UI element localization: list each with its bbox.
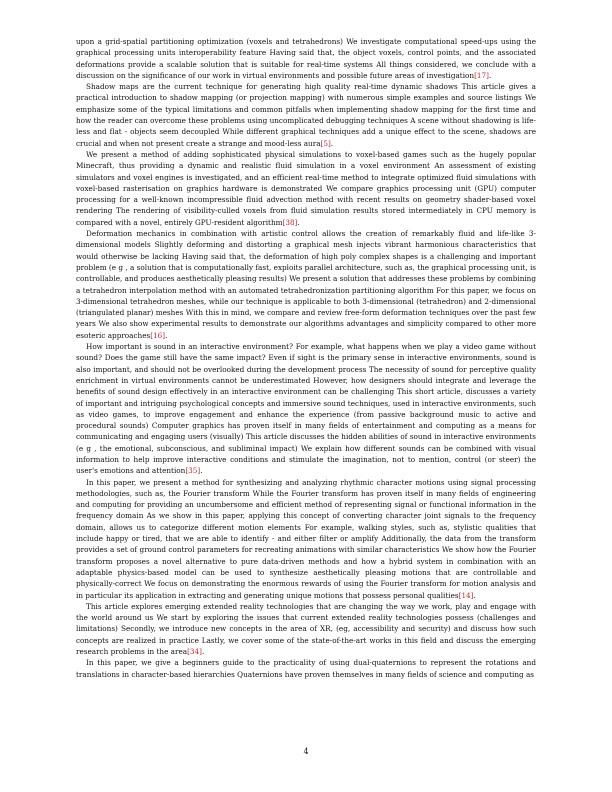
citation-link[interactable]: [5]: [320, 138, 331, 148]
citation-link[interactable]: [16]: [150, 330, 166, 340]
paragraph: In this paper, we present a method for synthesizing and analyzing rhythmic character motions using signal processing methodologies, such as, the Fourier transform While the Fourier transform has proven itself in many fields of engineering and computing for providing an uncumbersome and efficient method of representing signal or functional information in the frequency domain As we show in this paper, applying this concept of converting character joint signals to the frequency domain, allows us to categorize different motion elements For example, walking styles, such as, stylistic qualities that include happy or tired, that we are able to identify - and either filter or amplify Additionally, the data from the transform provides a set of ground control parameters for recreating animations with similar characteristics We show how the Fourier transform proposes a novel alternative to pure data-driven methods and how a hybrid system in combination with an adaptable physics-based model can be used to synthesize aesthetically pleasing motions that are controllable and physically-correct We focus on demonstrating the enormous rewards of using the Fourier transform for motion analysis and in particular its application in extracting and generating unique motions that possess personal qualities[14].: [76, 477, 536, 600]
paragraph-continued: upon a grid-spatial partitioning optimization (voxels and tetrahedrons) We investigate computational speed-ups using the graphical processing units interoperability feature Having said that, the object voxels, control points, and the associated deformations provide a scalable solution that is suitable for real-time systems All things considered, we conclude with a discussion on the significance of our work in virtual environments and possible future areas of investigation[17].: [76, 37, 536, 80]
paragraph: How important is sound in an interactive environment? For example, what happens when we play a video game without sound? Does the game still have the same impact? Even if sight is the primary sense in interactive environments, sound is also important, and should not be overlooked during the development process The necessity of sound for perceptive quality enrichment in virtual environments cannot be underestimated However, how designers should integrate and leverage the benefits of sound design effectively in an interactive environment can be challenging This short article, discusses a variety of important and intriguing psychological concepts and immersive sound techniques, used in interactive environments, such as video games, to improve engagement and enhance the experience (from passive background music to active and procedural sounds) Computer graphics has proven itself in many fields of entertainment and computing as a means for communicating and engaging users (visually) This article discusses the hidden abilities of sound in interactive environments (e g , the emotional, subconscious, and subliminal impact) We explain how different sounds can be combined with visual information to help improve interactive conditions and stimulate the imagination, not to mention, control (or steer) the user's emotions and attention[35].: [76, 342, 536, 476]
page-number: 4: [303, 747, 309, 756]
citation-link[interactable]: [34]: [187, 647, 202, 657]
paragraph-text: In this paper, we present a method for synthesizing and analyzing rhythmic character motions using signal processing methodologies, such as, the Fourier transform While the Fourier transform has proven itself in many fields of engineering and computing for providing an uncumbersome and efficient method of representing signal or functional information in the frequency domain As we show in this paper, applying this concept of converting character joint signals to the frequency domain, allows us to categorize different motion elements For example, walking styles, such as, stylistic qualities that include happy or tired, that we are able to identify - and either filter or amplify Additionally, the data from the transform provides a set of ground control parameters for recreating animations with similar characteristics We show how the Fourier transform proposes a novel alternative to pure data-driven methods and how a hybrid system in combination with an adaptable physics-based model can be used to synthesize aesthetically pleasing motions that are controllable and physically-correct We focus on demonstrating the enormous rewards of using the Fourier transform for motion analysis and in particular its application in extracting and generating unique motions that possess personal qualities: [76, 477, 536, 600]
paper-body: [76, 36, 536, 680]
paragraph: Shadow maps are the current technique for generating high quality real-time dynamic shadows This article gives a practical introduction to shadow mapping (or projection mapping) with numerous simple examples and source listings We emphasize some of the typical limitations and common pitfalls when implementing shadow mapping for the first time and how the reader can overcome these problems using uncomplicated debugging techniques A scene without shadowing is life-less and flat - objects seem decoupled While different graphical techniques add a unique effect to the scene, shadows are crucial and when not present create a strange and mood-less aura[5].: [76, 82, 536, 148]
citation-link[interactable]: [35]: [185, 466, 201, 476]
paragraph-text: In this paper, we give a beginners guide to the practicality of using dual-quaternions to represent the rotations and translations in character-based hierarchies Quaternions have proven themselves in many fields of science and computing as: [76, 658, 536, 679]
paragraph-text: Shadow maps are the current technique for generating high quality real-time dynamic shadows This article gives a practical introduction to shadow mapping (or projection mapping) with numerous simple examples and source listings We emphasize some of the typical limitations and common pitfalls when implementing shadow mapping for the first time and how the reader can overcome these problems using uncomplicated debugging techniques A scene without shadowing is life-less and flat - objects seem decoupled While different graphical techniques add a unique effect to the scene, shadows are crucial and when not present create a strange and mood-less aura: [76, 82, 536, 148]
paragraph-text: We present a method of adding sophisticated physical simulations to voxel-based games such as the hugely popular Minecraft, thus providing a dynamic and realistic fluid simulation in a voxel environment An assessment of existing simulators and voxel engines is investigated, and an efficient real-time method to integrate optimized fluid simulations with voxel-based rasterisation on graphics hardware is demonstrated We compare graphics processing unit (GPU) computer processing for a well-known incompressible fluid advection method with recent results on geometry shader-based voxel rendering The rendering of visibility-culled voxels from fluid simulation results stored intermediately in CPU memory is compared with a novel, entirely GPU-resident algorithm: [76, 149, 536, 227]
citation-link[interactable]: [38]: [282, 217, 298, 227]
paragraph: This article explores emerging extended reality technologies that are changing the way we work, play and engage with the world around us We start by exploring the issues that current extended reality technologies possess (challenges and limitations) Secondly, we introduce new concepts in the area of XR, (eg, accessibility and security) and discuss how such concepts are realized in practice Lastly, we cover some of the state-of-the-art works in this field and discuss the emerging research problems in the area[34].: [76, 601, 536, 657]
paragraph-text: How important is sound in an interactive environment? For example, what happens when we play a video game without sound? Does the game still have the same impact? Even if sight is the primary sense in interactive environments, sound is also important, and should not be overlooked during the development process The necessity of sound for perceptive quality enrichment in virtual environments cannot be underestimated However, how designers should integrate and leverage the benefits of sound design effectively in an interactive environment can be challenging This short article, discusses a variety of important and intriguing psychological concepts and immersive sound techniques, used in interactive environments, such as video games, to improve engagement and enhance the experience (from passive background music to active and procedural sounds) Computer graphics has proven itself in many fields of entertainment and computing as a means for communicating and engaging users (visually) This article discusses the hidden abilities of sound in interactive environments (e g , the emotional, subconscious, and subliminal impact) We explain how different sounds can be combined with visual information to help improve interactive conditions and stimulate the imagination, not to mention, control (or steer) the user's emotions and attention: [76, 342, 536, 476]
paragraph-text: Deformation mechanics in combination with artistic control allows the creation of remarkably fluid and life-like 3-dimensional models Slightly deforming and distorting a graphical mesh injects vibrant harmonious characteristics that would otherwise be lacking Having said that, the deformation of high poly complex shapes is a challenging and important problem (e g , a solution that is computationally fast, exploits parallel architecture, such as, the graphical processing unit, is controllable, and produces aesthetically pleasing results) We present a solution that addresses these problems by combining a tetrahedron interpolation method with an automated tetrahedronization partitioning algorithm For this paper, we focus on 3-dimensional tetrahedron meshes, while our technique is applicable to both 3-dimensional (tetrahedron) and 2-dimensional (triangulated planar) meshes With this in mind, we compare and review free-form deformation techniques over the past few years We also show experimental results to demonstrate our algorithms advantages and simplicity compared to other more esoteric approaches: [76, 229, 536, 340]
citation-link[interactable]: [14]: [458, 590, 474, 600]
paragraph-text: This article explores emerging extended reality technologies that are changing the way we work, play and engage with the world around us We start by exploring the issues that current extended reality technologies possess (challenges and limitations) Secondly, we introduce new concepts in the area of XR, (eg, accessibility and security) and discuss how such concepts are realized in practice Lastly, we cover some of the state-of-the-art works in this field and discuss the emerging research problems in the area: [76, 601, 536, 657]
paragraph: We present a method of adding sophisticated physical simulations to voxel-based games such as the hugely popular Minecraft, thus providing a dynamic and realistic fluid simulation in a voxel environment An assessment of existing simulators and voxel engines is investigated, and an efficient real-time method to integrate optimized fluid simulations with voxel-based rasterisation on graphics hardware is demonstrated We compare graphics processing unit (GPU) computer processing for a well-known incompressible fluid advection method with recent results on geometry shader-based voxel rendering The rendering of visibility-culled voxels from fluid simulation results stored intermediately in CPU memory is compared with a novel, entirely GPU-resident algorithm[38].: [76, 149, 536, 227]
paragraph-text: upon a grid-spatial partitioning optimization (voxels and tetrahedrons) We investigate computational speed-ups using the graphical processing units interoperability feature Having said that, the object voxels, control points, and the associated deformations provide a scalable solution that is suitable for real-time systems All things considered, we conclude with a discussion on the significance of our work in virtual environments and possible future areas of investigation: [76, 37, 536, 80]
citation-link[interactable]: [17]: [474, 70, 489, 80]
paragraph: [76, 657, 536, 680]
paragraph: Deformation mechanics in combination with artistic control allows the creation of remarkably fluid and life-like 3-dimensional models Slightly deforming and distorting a graphical mesh injects vibrant harmonious characteristics that would otherwise be lacking Having said that, the deformation of high poly complex shapes is a challenging and important problem (e g , a solution that is computationally fast, exploits parallel architecture, such as, the graphical processing unit, is controllable, and produces aesthetically pleasing results) We present a solution that addresses these problems by combining a tetrahedron interpolation method with an automated tetrahedronization partitioning algorithm For this paper, we focus on 3-dimensional tetrahedron meshes, while our technique is applicable to both 3-dimensional (tetrahedron) and 2-dimensional (triangulated planar) meshes With this in mind, we compare and review free-form deformation techniques over the past few years We also show experimental results to demonstrate our algorithms advantages and simplicity compared to other more esoteric approaches[16].: [76, 229, 536, 340]
